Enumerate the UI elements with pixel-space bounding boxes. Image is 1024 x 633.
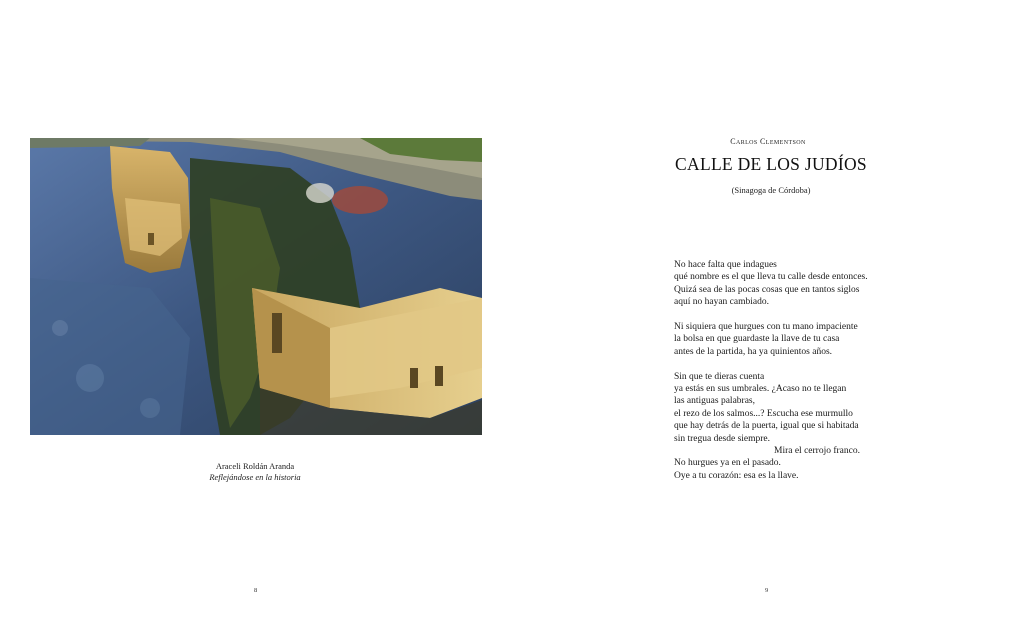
poem-line: qué nombre es el que lleva tu calle desde entonces. xyxy=(674,272,868,283)
poem-line: No hace falta que indagues xyxy=(674,260,777,270)
poem-line: el rezo de los salmos...? Escucha ese murmullo xyxy=(674,408,853,419)
poem-line: ya estás en sus umbrales. ¿Acaso no te llegan xyxy=(674,384,847,395)
poem-line: Quizá sea de las pocas cosas que en tantos siglos xyxy=(674,284,860,295)
page-number-right: 9 xyxy=(765,587,769,594)
stanza xyxy=(674,321,914,358)
poem-line: Ni siquiera que hurgues con tu mano impaciente xyxy=(674,322,858,333)
photo-title: Reflejándose en la historia xyxy=(209,472,301,482)
stanza xyxy=(674,259,914,309)
photo-illustration xyxy=(30,138,482,435)
poem-title: CALLE DE LOS JUDÍOS xyxy=(675,154,867,174)
stanza xyxy=(674,371,914,483)
page-number-left: 8 xyxy=(254,587,258,594)
poem-line: antes de la partida, ha ya quinientos años. xyxy=(674,346,833,357)
poem-line: la bolsa en que guardaste la llave de tu casa xyxy=(674,334,840,345)
poem-line: Mira el cerrojo franco. xyxy=(774,446,860,457)
right-page xyxy=(512,0,1024,633)
poem-line: que hay detrás de la puerta, igual que si habitada xyxy=(674,421,859,432)
photo-author: Araceli Roldán Aranda xyxy=(215,461,295,471)
poem-author: Carlos Clementson xyxy=(730,137,806,146)
reflection-photo xyxy=(30,138,482,435)
poem-line: Oye a tu corazón: esa es la llave. xyxy=(674,470,799,481)
poem-line: Sin que te dieras cuenta xyxy=(674,371,765,382)
poem-line: No hurgues ya en el pasado. xyxy=(674,458,781,469)
poem-line: aquí no hayan cambiado. xyxy=(674,297,769,308)
poem-subtitle: (Sinagoga de Córdoba) xyxy=(731,185,811,195)
poem-line: las antiguas palabras, xyxy=(674,396,755,407)
photo-caption xyxy=(155,461,355,483)
poem-body xyxy=(674,259,914,495)
poem-line: sin tregua desde siempre. xyxy=(674,433,771,444)
